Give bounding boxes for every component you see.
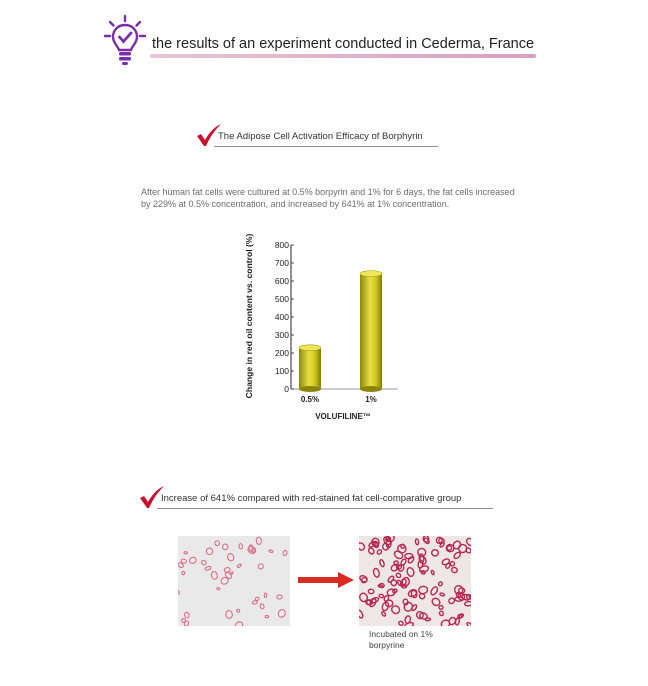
y-tick-label: 400	[274, 312, 289, 322]
y-axis-label: Change in red oil content vs. control (%)	[244, 233, 254, 399]
section-title-adipose: The Adipose Cell Activation Efficacy of Borphyrin	[218, 131, 423, 142]
x-tick-label: 1%	[365, 395, 377, 404]
bar-top	[299, 345, 321, 351]
bar-1%	[360, 274, 382, 389]
x-axis-label: VOLUFILINE™	[315, 412, 371, 421]
lightbulb-check-icon	[104, 14, 146, 66]
bars	[299, 271, 382, 392]
y-tick-label: 700	[274, 258, 289, 268]
micrograph-caption: Incubated on 1% borpyrine	[369, 629, 433, 650]
y-tick-label: 600	[274, 276, 289, 286]
treated-micrograph	[359, 536, 471, 626]
title-underline	[150, 54, 536, 58]
bar-base	[360, 386, 382, 392]
bar-base	[299, 386, 321, 392]
page-title: the results of an experiment conducted in Cederma, France	[152, 36, 535, 52]
bar-top	[360, 271, 382, 277]
bar-chart	[238, 232, 410, 428]
y-tick-label: 200	[274, 348, 289, 358]
section-title-increase: Increase of 641% compared with red-stained fat cell-comparative group	[161, 493, 462, 504]
bar-0.5%	[299, 348, 321, 389]
control-micrograph	[178, 536, 290, 626]
y-tick-label: 500	[274, 294, 289, 304]
y-tick-label: 0	[284, 384, 289, 394]
right-arrow-icon	[298, 572, 354, 588]
y-tick-label: 300	[274, 330, 289, 340]
x-tick-labels	[301, 395, 377, 404]
section-underline	[157, 508, 493, 509]
section-underline	[214, 146, 438, 147]
description-text: After human fat cells were cultured at 0.5% borpyrin and 1% for 6 days, the fat cells increased by 229% at 0.5% concentration, and increased by 641% at 1% concentration.	[141, 187, 515, 209]
y-tick-label: 800	[274, 240, 289, 250]
x-tick-label: 0.5%	[300, 395, 320, 404]
y-tick-label: 100	[274, 366, 289, 376]
